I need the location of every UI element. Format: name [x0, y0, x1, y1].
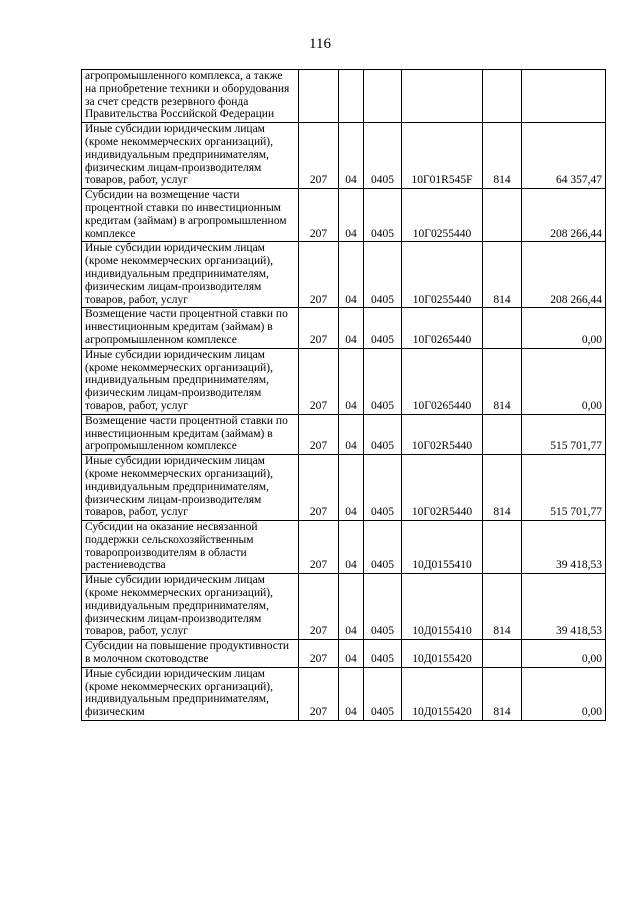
- ministry-code-cell: 207: [299, 667, 339, 720]
- target-item-code-cell: 10Д0155420: [402, 640, 483, 668]
- amount-cell: 0,00: [522, 640, 606, 668]
- expense-type-code-cell: [483, 640, 522, 668]
- expense-type-code-cell: 814: [483, 455, 522, 521]
- expense-name-cell: Иные субсидии юридическим лицам (кроме некоммерческих организаций), индивидуальным предпринимателям, физическим лицам-производителям товаров, работ, услуг: [82, 123, 299, 189]
- section-code-cell: 04: [339, 242, 364, 308]
- section-code-cell: 04: [339, 414, 364, 454]
- section-code-cell: 04: [339, 640, 364, 668]
- expense-type-code-cell: 814: [483, 123, 522, 189]
- target-item-code-cell: 10Г02R5440: [402, 414, 483, 454]
- expense-type-code-cell: [483, 521, 522, 574]
- target-item-code-cell: 10Д0155410: [402, 574, 483, 640]
- subsection-code-cell: 0405: [364, 455, 402, 521]
- subsection-code-cell: 0405: [364, 348, 402, 414]
- expense-type-code-cell: [483, 414, 522, 454]
- page-number: 116: [309, 36, 331, 52]
- amount-cell: 0,00: [522, 308, 606, 348]
- ministry-code-cell: 207: [299, 640, 339, 668]
- section-code-cell: 04: [339, 189, 364, 242]
- target-item-code-cell: 10Г0255440: [402, 242, 483, 308]
- ministry-code-cell: 207: [299, 521, 339, 574]
- target-item-code-cell: 10Г0265440: [402, 348, 483, 414]
- table-row: [82, 667, 606, 720]
- expense-name-cell: Иные субсидии юридическим лицам (кроме некоммерческих организаций), индивидуальным предпринимателям, физическим лицам-производителям товаров, работ, услуг: [82, 574, 299, 640]
- amount-cell: 64 357,47: [522, 123, 606, 189]
- expense-name-cell: Иные субсидии юридическим лицам (кроме некоммерческих организаций), индивидуальным предпринимателям, физическим лицам-производителям товаров, работ, услуг: [82, 348, 299, 414]
- ministry-code-cell: 207: [299, 455, 339, 521]
- ministry-code-cell: 207: [299, 414, 339, 454]
- amount-cell: [522, 70, 606, 123]
- ministry-code-cell: 207: [299, 123, 339, 189]
- table-row: [82, 348, 606, 414]
- ministry-code-cell: 207: [299, 348, 339, 414]
- subsection-code-cell: 0405: [364, 414, 402, 454]
- section-code-cell: 04: [339, 455, 364, 521]
- ministry-code-cell: [299, 70, 339, 123]
- target-item-code-cell: 10Г0265440: [402, 308, 483, 348]
- expense-name-cell: Возмещение части процентной ставки по инвестиционным кредитам (займам) в агропромышленном комплексе: [82, 414, 299, 454]
- subsection-code-cell: 0405: [364, 308, 402, 348]
- amount-cell: 0,00: [522, 667, 606, 720]
- expense-name-cell: Субсидии на повышение продуктивности в молочном скотоводстве: [82, 640, 299, 668]
- target-item-code-cell: [402, 70, 483, 123]
- section-code-cell: 04: [339, 123, 364, 189]
- ministry-code-cell: 207: [299, 189, 339, 242]
- expense-name-cell: Субсидии на возмещение части процентной ставки по инвестиционным кредитам (займам) в агропромышленном комплексе: [82, 189, 299, 242]
- amount-cell: 515 701,77: [522, 455, 606, 521]
- section-code-cell: 04: [339, 574, 364, 640]
- table-row: [82, 308, 606, 348]
- expense-type-code-cell: [483, 70, 522, 123]
- table-row: [82, 242, 606, 308]
- expense-name-cell: Иные субсидии юридическим лицам (кроме некоммерческих организаций), индивидуальным предпринимателям, физическим лицам-производителям товаров, работ, услуг: [82, 242, 299, 308]
- expense-type-code-cell: 814: [483, 667, 522, 720]
- table-row: [82, 414, 606, 454]
- expense-type-code-cell: 814: [483, 348, 522, 414]
- target-item-code-cell: 10Д0155420: [402, 667, 483, 720]
- amount-cell: 208 266,44: [522, 242, 606, 308]
- subsection-code-cell: 0405: [364, 574, 402, 640]
- ministry-code-cell: 207: [299, 308, 339, 348]
- target-item-code-cell: 10Г0255440: [402, 189, 483, 242]
- target-item-code-cell: 10Г01R545F: [402, 123, 483, 189]
- table-row: [82, 70, 606, 123]
- section-code-cell: 04: [339, 667, 364, 720]
- expense-type-code-cell: 814: [483, 242, 522, 308]
- expense-name-cell: агропромышленного комплекса, а также на приобретение техники и оборудования за счет средств резервного фонда Правительства Российской Федерации: [82, 70, 299, 123]
- subsection-code-cell: 0405: [364, 521, 402, 574]
- table-row: [82, 455, 606, 521]
- budget-table: [81, 69, 606, 721]
- subsection-code-cell: 0405: [364, 189, 402, 242]
- subsection-code-cell: 0405: [364, 667, 402, 720]
- subsection-code-cell: 0405: [364, 640, 402, 668]
- amount-cell: 515 701,77: [522, 414, 606, 454]
- target-item-code-cell: 10Д0155410: [402, 521, 483, 574]
- expense-name-cell: Субсидии на оказание несвязанной поддержки сельскохозяйственным товаропроизводителям в области растениеводства: [82, 521, 299, 574]
- amount-cell: 208 266,44: [522, 189, 606, 242]
- table-row: [82, 640, 606, 668]
- section-code-cell: 04: [339, 521, 364, 574]
- amount-cell: 39 418,53: [522, 574, 606, 640]
- subsection-code-cell: 0405: [364, 123, 402, 189]
- expense-name-cell: Возмещение части процентной ставки по инвестиционным кредитам (займам) в агропромышленном комплексе: [82, 308, 299, 348]
- ministry-code-cell: 207: [299, 242, 339, 308]
- section-code-cell: [339, 70, 364, 123]
- expense-type-code-cell: [483, 308, 522, 348]
- table-row: [82, 123, 606, 189]
- amount-cell: 0,00: [522, 348, 606, 414]
- expense-type-code-cell: 814: [483, 574, 522, 640]
- table-row: [82, 521, 606, 574]
- target-item-code-cell: 10Г02R5440: [402, 455, 483, 521]
- section-code-cell: 04: [339, 348, 364, 414]
- expense-type-code-cell: [483, 189, 522, 242]
- subsection-code-cell: 0405: [364, 242, 402, 308]
- table-row: [82, 574, 606, 640]
- subsection-code-cell: [364, 70, 402, 123]
- table-row: [82, 189, 606, 242]
- ministry-code-cell: 207: [299, 574, 339, 640]
- expense-name-cell: Иные субсидии юридическим лицам (кроме некоммерческих организаций), индивидуальным предпринимателям, физическим: [82, 667, 299, 720]
- amount-cell: 39 418,53: [522, 521, 606, 574]
- section-code-cell: 04: [339, 308, 364, 348]
- expense-name-cell: Иные субсидии юридическим лицам (кроме некоммерческих организаций), индивидуальным предпринимателям, физическим лицам-производителям товаров, работ, услуг: [82, 455, 299, 521]
